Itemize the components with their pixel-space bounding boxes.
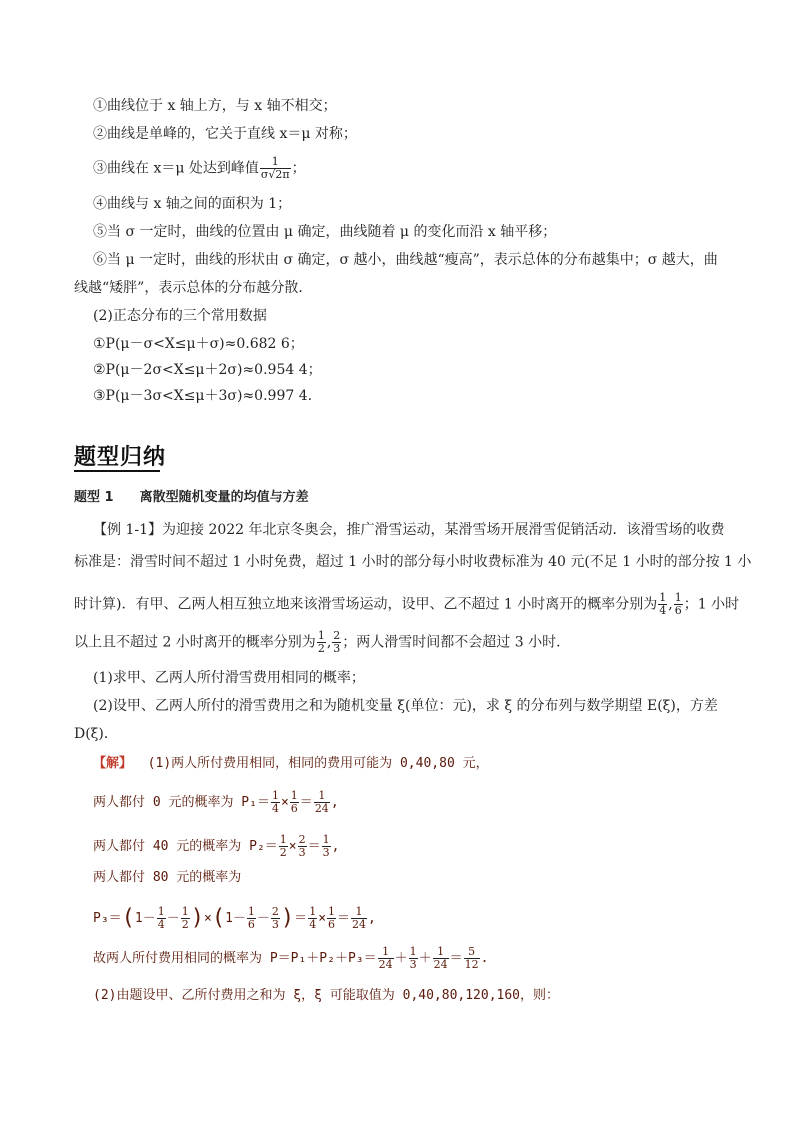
normal-data-1: ①P(μ－σ<X≤μ＋σ)≈0.682 6； xyxy=(93,336,304,352)
solution-line-5-prefix: P₃＝ xyxy=(93,911,122,926)
peak-fraction-num: 1 xyxy=(260,156,291,169)
section-heading-underline xyxy=(74,470,160,472)
property-2: ②曲线是单峰的，它关于直线 x＝μ 对称； xyxy=(93,126,357,142)
property-3-prefix: ③曲线在 x＝μ 处达到峰值 xyxy=(93,160,259,177)
section-heading: 题型归纳 xyxy=(74,445,167,470)
solution-line-5: P₃＝(1－ $\frac{1}{4}$ － $\frac{1}{2}$ )×(1－ $\frac{1}{6}$ － $\frac{2}{3}$ )＝ $\frac{1}{4}$ × $\frac{1}{6}$ ＝ $\frac{1}{24}$ , xyxy=(93,905,376,931)
example-line-3-prefix: 时计算)．有甲、乙两人相互独立地来该滑雪场运动，设甲、乙不超过 1 小时离开的概率分别为 xyxy=(74,596,658,613)
fraction-1-6: $\frac{1}{6}$ xyxy=(674,591,682,617)
normal-data-heading: (2)正态分布的三个常用数据 xyxy=(93,308,267,324)
solution-line-2-prefix: 两人都付 0 元的概率为 P₁＝ xyxy=(93,795,270,810)
peak-fraction-den: σ√2π xyxy=(260,168,290,181)
fraction-1-4: $\frac{1}{4}$ xyxy=(659,591,667,617)
normal-data-3: ③P(μ－3σ<X≤μ＋3σ)≈0.997 4. xyxy=(93,388,313,404)
example-line-3-suffix: ；1 小时 xyxy=(683,596,740,613)
solution-line-1 xyxy=(93,754,734,774)
property-1: ①曲线位于 x 轴上方，与 x 轴不相交； xyxy=(93,98,337,114)
solution-line-1-text: (1)两人所付费用相同，相同的费用可能为 0,40,80 元， xyxy=(147,756,489,771)
property-3 xyxy=(93,156,724,181)
example-line-4-suffix: ；两人滑雪时间都不会超过 3 小时． xyxy=(342,634,571,651)
example-line-3: 时计算)．有甲、乙两人相互独立地来该滑雪场运动，设甲、乙不超过 1 小时离开的概率分别为 $\frac{1}{4}$ , $\frac{1}{6}$ ；1 小时 xyxy=(74,591,740,617)
fraction-2-3: $\frac{2}{3}$ xyxy=(333,629,341,655)
example-line-1: 【例 1-1】为迎接 2022 年北京冬奥会，推广滑雪运动，某滑雪场开展滑雪促销活动．该滑雪场的收费 xyxy=(93,522,725,538)
question-type-title xyxy=(74,486,309,505)
example-line-4: 以上且不超过 2 小时离开的概率分别为 $\frac{1}{2}$ , $\frac{2}{3}$ ；两人滑雪时间都不会超过 3 小时． xyxy=(74,629,571,655)
question-1: (1)求甲、乙两人所付滑雪费用相同的概率； xyxy=(93,670,365,686)
property-6-line-2: 线越“矮胖”，表示总体的分布越分散． xyxy=(74,280,313,296)
fraction-1-2: $\frac{1}{2}$ xyxy=(317,629,325,655)
question-2-line-1: (2)设甲、乙两人所付的滑雪费用之和为随机变量 ξ(单位：元)，求 ξ 的分布列与数学期望 E(ξ)，方差 xyxy=(93,698,718,714)
solution-line-6: 故两人所付费用相同的概率为 P＝P₁＋P₂＋P₃＝ $\frac{1}{24}$ ＋ $\frac{1}{3}$ ＋ $\frac{1}{24}$ ＝ $\frac{5}{12}$ . xyxy=(93,945,489,971)
solution-line-6-prefix: 故两人所付费用相同的概率为 P＝P₁＋P₂＋P₃＝ xyxy=(93,951,377,966)
property-3-suffix: ； xyxy=(291,160,306,177)
example-line-2: 标准是：滑雪时间不超过 1 小时免费，超过 1 小时的部分每小时收费标准为 40 元(不足 1 小时的部分按 1 小 xyxy=(74,554,752,570)
example-line-4-prefix: 以上且不超过 2 小时离开的概率分别为 xyxy=(74,634,316,651)
property-5: ⑤当 σ 一定时，曲线的位置由 μ 确定，曲线随着 μ 的变化而沿 x 轴平移； xyxy=(93,224,557,240)
solution-line-3-prefix: 两人都付 40 元的概率为 P₂＝ xyxy=(93,839,278,854)
solution-line-4: 两人都付 80 元的概率为 xyxy=(93,870,242,885)
solution-line-3: 两人都付 40 元的概率为 P₂＝ $\frac{1}{2}$ × $\frac{2}{3}$ ＝ $\frac{1}{3}$ , xyxy=(93,833,340,859)
solution-line-7: (2)由题设甲、乙所付费用之和为 ξ，ξ 可能取值为 0,40,80,120,160，则： xyxy=(93,988,560,1003)
type-label: 题型 1 xyxy=(74,490,114,505)
peak-fraction xyxy=(260,156,291,181)
solution-line-2: 两人都付 0 元的概率为 P₁＝ $\frac{1}{4}$ × $\frac{1}{6}$ ＝ $\frac{1}{24}$ , xyxy=(93,789,339,815)
property-4: ④曲线与 x 轴之间的面积为 1； xyxy=(93,196,292,212)
normal-data-2: ②P(μ－2σ<X≤μ＋2σ)≈0.954 4； xyxy=(93,362,322,378)
type-name: 离散型随机变量的均值与方差 xyxy=(139,490,309,505)
question-2-line-2: D(ξ)． xyxy=(74,726,118,742)
solution-tag: 【解】 xyxy=(93,756,133,771)
property-6-line-1: ⑥当 μ 一定时，曲线的形状由 σ 确定，σ 越小，曲线越“瘦高”，表示总体的分布越集中；σ 越大，曲 xyxy=(93,252,718,268)
